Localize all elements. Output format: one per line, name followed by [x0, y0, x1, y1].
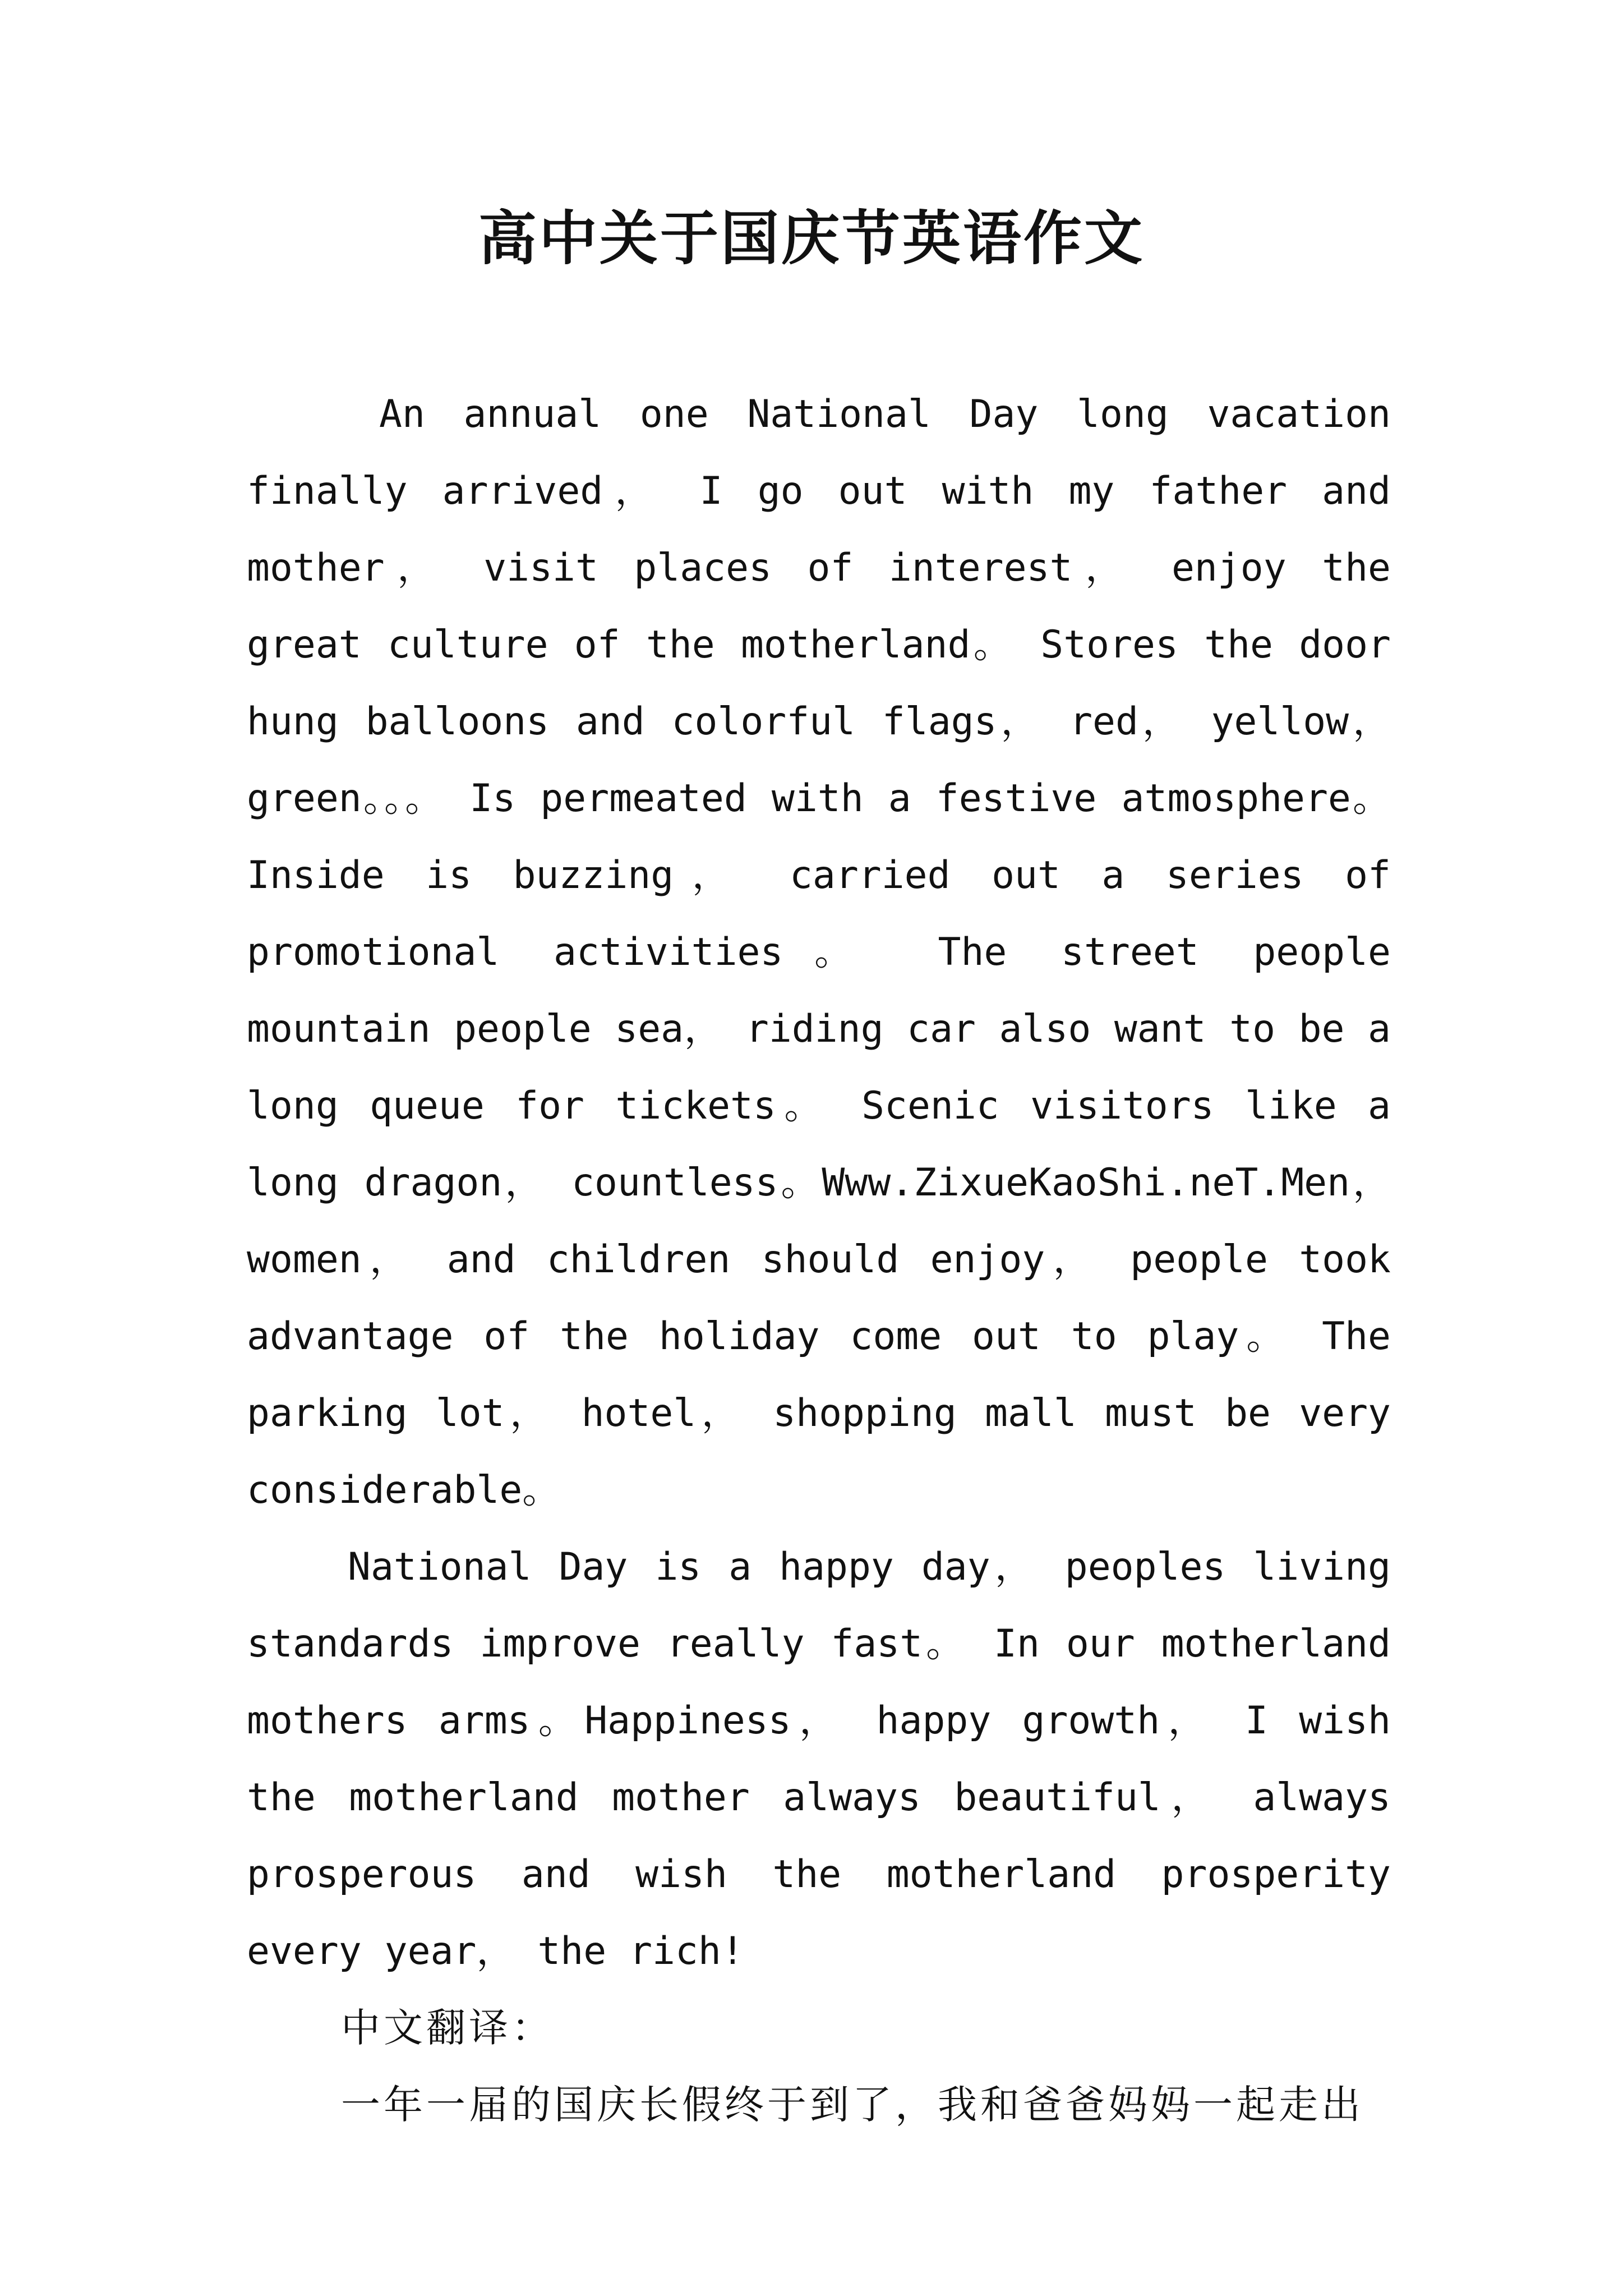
document-title: 高中关于国庆节英语作文	[478, 204, 1145, 273]
translation-label: 中文翻译：	[341, 2005, 554, 2051]
english-paragraph-1: An annual one National Day long vacation finally arrived， I go out with my father and mother， visit places of interest， enjoy the great culture of the motherland。 Stores the door hung balloons and colorful flags， red， yellow， green。。。 Is permeated with a festive atmosphere。 Inside is buzzing， carried out a series of promotional activities。 The street people mountain people sea， riding car also want to be a long queue for tickets。 Scenic visitors like a long dragon， countless。Www.ZixueKaoShi.neT.Men， women， and children should enjoy， people took advantage of the holiday come out to play。 The parking lot， hotel， shopping mall must be very considerable。	[247, 392, 1391, 1512]
english-paragraph-2: National Day is a happy day， peoples living standards improve really fast。 In our motherland mothers arms。Happiness， happy growth， I wish the motherland mother always beautiful， always prosperous and wish the motherland prosperity every year， the rich!	[247, 1545, 1391, 1973]
translation-paragraph: 一年一届的国庆长假终于到了，我和爸爸妈妈一起走出	[341, 2082, 1364, 2128]
document-body	[247, 376, 1391, 2143]
